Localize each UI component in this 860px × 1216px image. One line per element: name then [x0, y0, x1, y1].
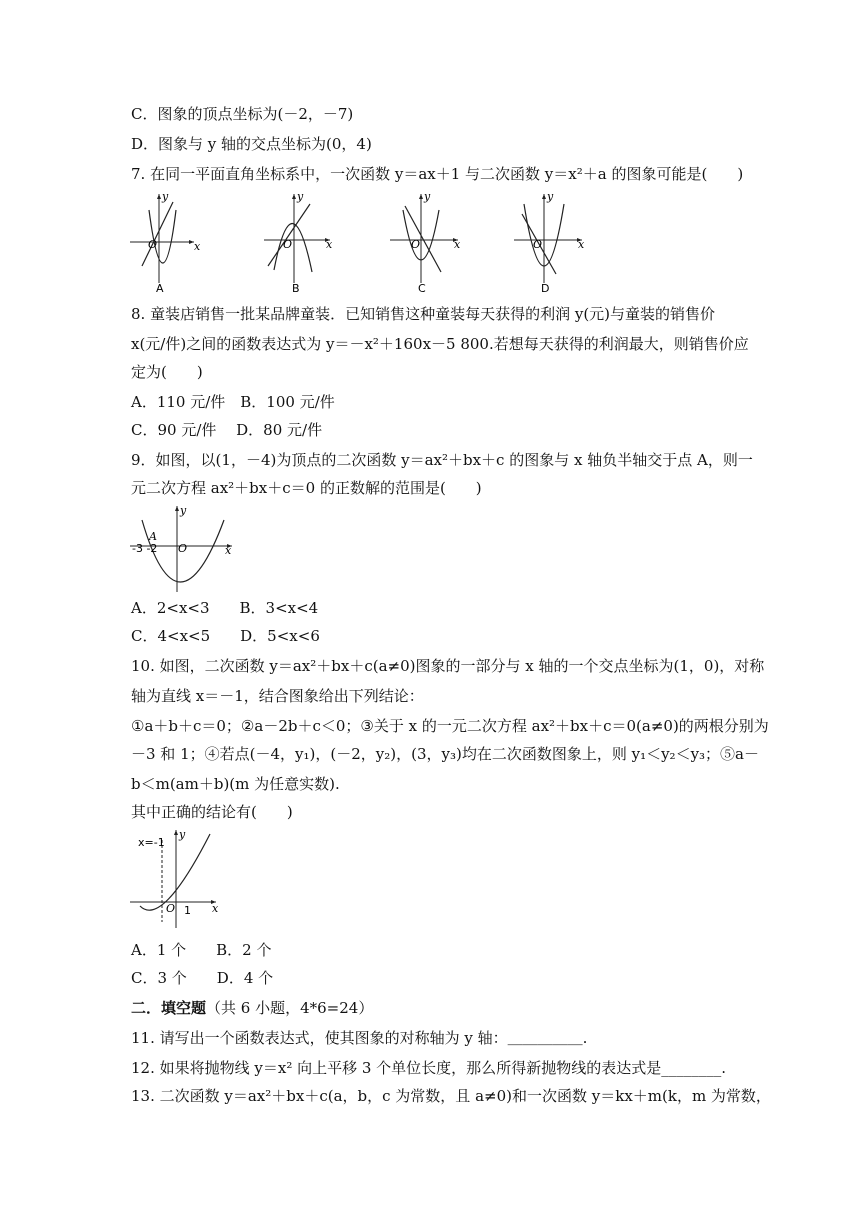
- graph-7b-y-label: y: [297, 190, 304, 203]
- question-10-line6: 其中正确的结论有( ): [131, 803, 293, 821]
- question-7: 7. 在同一平面直角坐标系中，一次函数 y＝ax＋1 与二次函数 y＝x²＋a 的图象可能是( ): [131, 165, 744, 183]
- section-2-note: （共 6 小题，4*6=24）: [206, 999, 374, 1017]
- graph-7a: [130, 190, 201, 295]
- q10-graph: [128, 826, 228, 930]
- graph-7a-caption: A: [156, 282, 164, 295]
- option-d-q6: D．图象与 y 轴的交点坐标为(0，4): [131, 135, 372, 153]
- graph-7d-x-label: x: [578, 238, 585, 251]
- question-10-line4: －3 和 1；④若点(－4，y₁)，(－2，y₂)，(3，y₃)均在二次函数图象上，则 y₁＜y₂＜y₃；⑤a－: [131, 745, 760, 763]
- graph-7d-caption: D: [541, 282, 550, 295]
- graph-7b-caption: B: [292, 282, 300, 295]
- question-11: 11. 请写出一个函数表达式，使其图象的对称轴为 y 轴：＿＿＿＿＿.: [131, 1029, 588, 1047]
- graph-7c-caption: C: [418, 282, 426, 295]
- q9-origin: O: [178, 542, 188, 555]
- graph-7d-y-label: y: [547, 190, 554, 203]
- question-9-options-ab: A．2<x<3 B．3<x<4: [131, 599, 319, 617]
- q9-point-label: A: [149, 530, 157, 543]
- question-9-options-cd: C．4<x<5 D．5<x<6: [131, 627, 320, 645]
- question-12: 12. 如果将抛物线 y＝x² 向上平移 3 个单位长度，那么所得新抛物线的表达式是________.: [131, 1059, 726, 1077]
- question-10-line2: 轴为直线 x＝－1，结合图象给出下列结论：: [131, 687, 424, 705]
- question-10-line3: ①a＋b＋c＝0；②a－2b＋c＜0；③关于 x 的一元二次方程 ax²＋bx＋c＝0(a≠0)的两根分别为: [131, 717, 769, 735]
- graph-7a-x-label: x: [194, 240, 201, 253]
- q9-ticks: -3 -2: [132, 542, 158, 555]
- graph-7a-y-label: y: [162, 190, 169, 203]
- question-13: 13. 二次函数 y＝ax²＋bx＋c(a，b，c 为常数，且 a≠0)和一次函数 y＝kx＋m(k，m 为常数，: [131, 1087, 771, 1105]
- q9-graph: [128, 502, 243, 594]
- graph-7b: [264, 190, 333, 295]
- q10-y-label: y: [179, 828, 186, 841]
- q7-graphs: [128, 188, 728, 293]
- question-8-options-ab: A．110 元/件 B．100 元/件: [131, 393, 335, 411]
- graph-7c-y-label: y: [424, 190, 431, 203]
- section-2-heading: [131, 998, 373, 1018]
- graph-7b-origin: O: [283, 238, 293, 251]
- question-10-options-cd: C．3 个 D．4 个: [131, 969, 274, 987]
- question-9-line2: 元二次方程 ax²＋bx＋c＝0 的正数解的范围是( ): [131, 479, 482, 497]
- q9-y-label: y: [180, 504, 187, 517]
- question-9-line1: 9．如图，以(1，－4)为顶点的二次函数 y＝ax²＋bx＋c 的图象与 x 轴负半轴交于点 A，则一: [131, 451, 753, 469]
- graph-7d: [514, 190, 585, 295]
- question-8-line1: 8. 童装店销售一批某品牌童装．已知销售这种童装每天获得的利润 y(元)与童装的销售价: [131, 305, 716, 323]
- question-8-line2: x(元/件)之间的函数表达式为 y＝－x²＋160x－5 800.若想每天获得的利润最大，则销售价应: [131, 335, 749, 353]
- graph-7c-x-label: x: [454, 238, 461, 251]
- graph-7b-x-label: x: [326, 238, 333, 251]
- question-10-line1: 10. 如图，二次函数 y＝ax²＋bx＋c(a≠0)图象的一部分与 x 轴的一个交点坐标为(1，0)，对称: [131, 657, 765, 675]
- q10-tick: 1: [184, 904, 191, 917]
- question-8-options-cd: C．90 元/件 D．80 元/件: [131, 421, 323, 439]
- q10-origin: O: [166, 902, 176, 915]
- graph-7c: [390, 190, 461, 295]
- graph-7c-origin: O: [411, 238, 421, 251]
- graph-7d-origin: O: [533, 238, 543, 251]
- q9-x-label: x: [225, 544, 232, 557]
- graph-7a-origin: O: [148, 238, 158, 251]
- question-10-line5: b＜m(am＋b)(m 为任意实数).: [131, 775, 340, 793]
- q10-x-label: x: [212, 902, 219, 915]
- question-10-options-ab: A．1 个 B．2 个: [131, 941, 272, 959]
- option-c-q6: C．图象的顶点坐标为(－2，－7): [131, 105, 354, 123]
- q10-axis-label: x=-1: [138, 836, 165, 849]
- question-8-line3: 定为( ): [131, 363, 203, 381]
- section-2-title: 二．填空题: [131, 999, 207, 1017]
